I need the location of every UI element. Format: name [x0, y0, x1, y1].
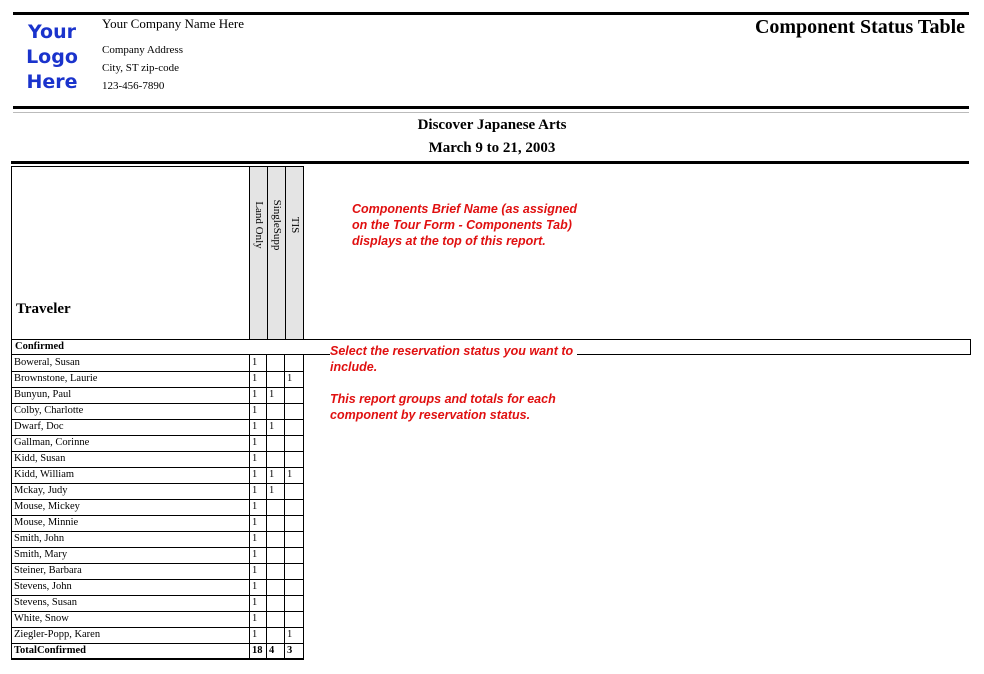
land-only-count: 1: [250, 499, 267, 515]
land-only-count: 1: [250, 483, 267, 499]
table-row: [11, 403, 304, 420]
total-row: [11, 643, 304, 660]
singlesupp-count: [267, 435, 285, 451]
tis-count: [285, 451, 304, 467]
tis-count: [285, 595, 304, 611]
traveler-name: Bunyun, Paul: [11, 387, 250, 403]
traveler-name: Stevens, Susan: [11, 595, 250, 611]
status-note: [330, 343, 577, 375]
table-row: [11, 387, 304, 404]
tis-count: 1: [285, 467, 304, 483]
singlesupp-count: [267, 355, 285, 371]
top-rule: [13, 12, 969, 15]
note-line: Components Brief Name (as assigned: [352, 202, 578, 216]
totals-note: [330, 391, 556, 423]
table-row: [11, 355, 304, 372]
tis-count: [285, 387, 304, 403]
company-name: Your Company Name Here: [102, 16, 245, 31]
table-row: [11, 579, 304, 596]
tis-count: [285, 531, 304, 547]
tis-count: 3: [285, 643, 304, 659]
table-row: [11, 435, 304, 452]
land-only-count: 1: [250, 611, 267, 627]
traveler-column-header: Traveler: [16, 301, 71, 317]
singlesupp-count: [267, 515, 285, 531]
traveler-name: Kidd, Susan: [11, 451, 250, 467]
traveler-name: Mouse, Mickey: [11, 499, 250, 515]
note-line: Select the reservation status you want to: [330, 344, 574, 358]
company-address: Company Address: [102, 44, 183, 56]
header-thin-rule: [13, 112, 969, 113]
singlesupp-count: [267, 563, 285, 579]
land-only-count: 1: [250, 355, 267, 371]
tour-dates: March 9 to 21, 2003: [428, 140, 556, 156]
tis-count: [285, 435, 304, 451]
singlesupp-count: [267, 611, 285, 627]
singlesupp-count: 1: [267, 483, 285, 499]
table-row: [11, 611, 304, 628]
table-top-rule: [11, 161, 969, 164]
traveler-name: Smith, Mary: [11, 547, 250, 563]
tis-count: [285, 579, 304, 595]
note-line: displays at the top of this report.: [352, 234, 546, 248]
singlesupp-count: [267, 579, 285, 595]
tis-count: [285, 499, 304, 515]
component-label: Land Only: [252, 201, 265, 249]
land-only-count: 1: [250, 387, 267, 403]
singlesupp-count: 1: [267, 467, 285, 483]
land-only-count: 1: [250, 371, 267, 387]
singlesupp-count: [267, 499, 285, 515]
logo-line: Logo: [26, 46, 78, 68]
component-header-singlesupp: [267, 166, 286, 340]
note-line: component by reservation status.: [330, 408, 531, 422]
table-row: [11, 531, 304, 548]
land-only-count: 1: [250, 595, 267, 611]
land-only-count: 18: [250, 643, 267, 659]
note-line: This report groups and totals for each: [330, 392, 556, 406]
singlesupp-count: 1: [267, 419, 285, 435]
components-note: [352, 201, 577, 249]
singlesupp-count: [267, 371, 285, 387]
traveler-name: Ziegler-Popp, Karen: [11, 627, 250, 643]
total-label: TotalConfirmed: [11, 643, 250, 659]
tis-count: [285, 419, 304, 435]
singlesupp-count: 1: [267, 387, 285, 403]
singlesupp-count: [267, 627, 285, 643]
report-title: Component Status Table: [754, 16, 965, 38]
company-logo: [22, 20, 82, 95]
land-only-count: 1: [250, 403, 267, 419]
singlesupp-count: [267, 547, 285, 563]
logo-line: Here: [26, 71, 78, 93]
company-phone: 123-456-7890: [102, 80, 165, 92]
table-row: [11, 547, 304, 564]
note-line: include.: [330, 360, 378, 374]
table-row: [11, 371, 304, 388]
tis-count: [285, 403, 304, 419]
table-row: [11, 515, 304, 532]
singlesupp-count: [267, 403, 285, 419]
land-only-count: 1: [250, 531, 267, 547]
traveler-name: Gallman, Corinne: [11, 435, 250, 451]
company-city: City, ST zip-code: [102, 62, 179, 74]
land-only-count: 1: [250, 467, 267, 483]
traveler-name: Mouse, Minnie: [11, 515, 250, 531]
traveler-name: Boweral, Susan: [11, 355, 250, 371]
table-row: [11, 563, 304, 580]
component-header-tis: [285, 166, 304, 340]
tis-count: [285, 515, 304, 531]
header-rule: [13, 106, 969, 109]
land-only-count: 1: [250, 563, 267, 579]
tis-count: [285, 611, 304, 627]
table-row: [11, 419, 304, 436]
tour-name: Discover Japanese Arts: [417, 117, 567, 133]
component-header-land-only: [249, 166, 268, 340]
land-only-count: 1: [250, 451, 267, 467]
tis-count: 1: [285, 371, 304, 387]
tis-count: 1: [285, 627, 304, 643]
traveler-name: Mckay, Judy: [11, 483, 250, 499]
singlesupp-count: [267, 451, 285, 467]
traveler-name: Dwarf, Doc: [11, 419, 250, 435]
tis-count: [285, 483, 304, 499]
land-only-count: 1: [250, 547, 267, 563]
tis-count: [285, 563, 304, 579]
traveler-name: Brownstone, Laurie: [11, 371, 250, 387]
group-label: Confirmed: [15, 341, 64, 352]
tis-count: [285, 547, 304, 563]
component-label: SingleSupp: [270, 199, 283, 251]
table-row: [11, 451, 304, 468]
traveler-name: White, Snow: [11, 611, 250, 627]
traveler-name: Smith, John: [11, 531, 250, 547]
table-row: [11, 499, 304, 516]
singlesupp-count: 4: [267, 643, 285, 659]
table-row: [11, 595, 304, 612]
land-only-count: 1: [250, 435, 267, 451]
land-only-count: 1: [250, 627, 267, 643]
land-only-count: 1: [250, 515, 267, 531]
table-row: [11, 467, 304, 484]
singlesupp-count: [267, 595, 285, 611]
tis-count: [285, 355, 304, 371]
traveler-name: Steiner, Barbara: [11, 563, 250, 579]
table-row: [11, 627, 304, 644]
component-label: TIS: [288, 216, 301, 234]
traveler-name: Colby, Charlotte: [11, 403, 250, 419]
traveler-name: Stevens, John: [11, 579, 250, 595]
land-only-count: 1: [250, 579, 267, 595]
note-line: on the Tour Form - Components Tab): [352, 218, 572, 232]
table-row: [11, 483, 304, 500]
land-only-count: 1: [250, 419, 267, 435]
logo-line: Your: [28, 21, 76, 43]
traveler-name: Kidd, William: [11, 467, 250, 483]
singlesupp-count: [267, 531, 285, 547]
